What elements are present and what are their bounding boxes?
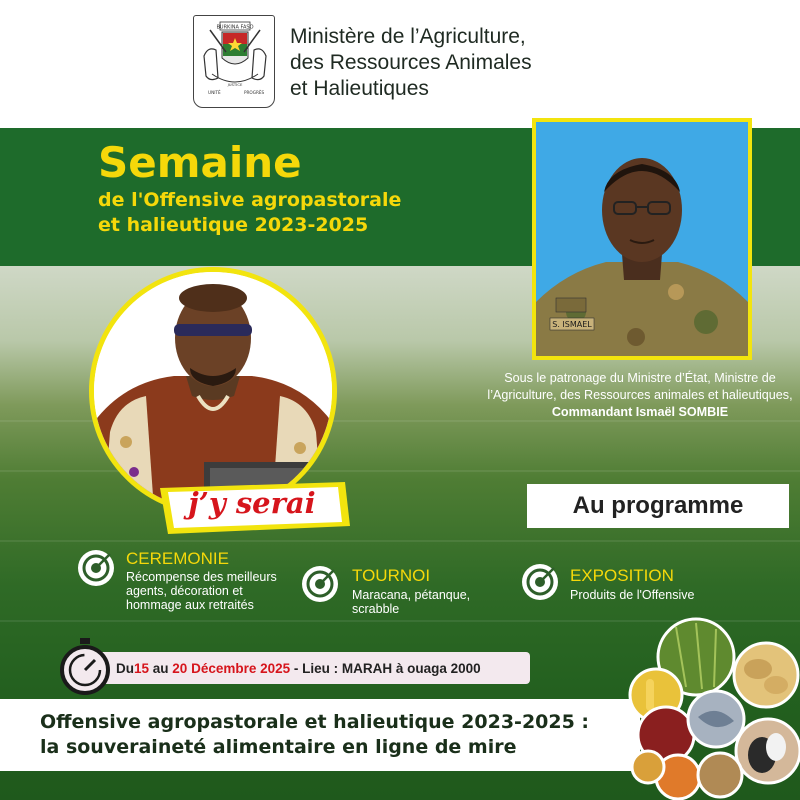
patron-name: Commandant Ismaël SOMBIE bbox=[551, 405, 729, 419]
date-start: 15 bbox=[134, 660, 150, 676]
programme-item-desc-line: scrabble bbox=[352, 602, 400, 616]
date-prefix: Du bbox=[116, 660, 134, 676]
ministry-line: et Halieutiques bbox=[290, 77, 429, 100]
ministry-line: Ministère de l’Agriculture, bbox=[290, 25, 526, 48]
crest-top-label: BURKINA FASO bbox=[216, 24, 254, 31]
event-subtitle bbox=[98, 188, 401, 238]
coat-of-arms-icon bbox=[193, 15, 275, 108]
tagline bbox=[40, 710, 589, 760]
event-subtitle-line: de l'Offensive agropastorale bbox=[98, 189, 402, 211]
minister-photo bbox=[536, 122, 748, 356]
crest-bottom-label: JUSTICE bbox=[227, 82, 243, 87]
badge-text: j’y serai bbox=[188, 486, 316, 520]
event-location: - Lieu : MARAH à ouaga 2000 bbox=[290, 660, 481, 676]
minister-portrait bbox=[532, 118, 752, 360]
programme-item-desc bbox=[352, 588, 470, 616]
programme-item-desc bbox=[126, 570, 277, 612]
patron-text: Sous le patronage du Ministre d’État, Ministre de l’Agriculture, des Ressources animales et halieutiques, bbox=[487, 371, 793, 402]
programme-item-desc-line: Maracana, pétanque, bbox=[352, 588, 471, 602]
programme-item-title: CEREMONIE bbox=[126, 549, 229, 568]
programme-item-title: TOURNOI bbox=[352, 566, 431, 585]
target-icon bbox=[520, 562, 560, 602]
patron-caption bbox=[480, 370, 800, 421]
programme-item-title: EXPOSITION bbox=[570, 566, 674, 585]
stopwatch-icon bbox=[58, 636, 112, 696]
tagline-line: Offensive agropastorale et halieutique 2023-2025 : bbox=[40, 711, 590, 733]
programme-item-desc-line: Produits de l'Offensive bbox=[570, 588, 695, 602]
programme-item-desc-line: hommage aux retraités bbox=[126, 598, 254, 612]
programme-item-desc bbox=[570, 588, 694, 602]
programme-heading: Au programme bbox=[527, 484, 789, 528]
target-icon bbox=[300, 564, 340, 604]
target-icon bbox=[76, 548, 116, 588]
event-date-bar bbox=[96, 652, 530, 684]
tagline-line: la souveraineté alimentaire en ligne de mire bbox=[40, 736, 517, 758]
crest-right-label: PROGRÈS bbox=[244, 90, 265, 95]
produce-collage-icon bbox=[626, 617, 800, 800]
speaker-photo bbox=[94, 272, 332, 510]
date-end: 20 Décembre 2025 bbox=[172, 660, 291, 676]
uniform-name-tag: S. ISMAEL bbox=[552, 320, 592, 329]
ministry-line: des Ressources Animales bbox=[290, 51, 532, 74]
ministry-name bbox=[290, 24, 620, 102]
crest-left-label: UNITÉ bbox=[208, 90, 221, 95]
programme-item-desc-line: agents, décoration et bbox=[126, 584, 243, 598]
field-row bbox=[0, 540, 800, 542]
programme-item-desc-line: Récompense des meilleurs bbox=[126, 570, 277, 584]
event-title: Semaine bbox=[98, 138, 302, 187]
event-subtitle-line: et halieutique 2023-2025 bbox=[98, 214, 369, 236]
date-middle: au bbox=[149, 660, 173, 676]
